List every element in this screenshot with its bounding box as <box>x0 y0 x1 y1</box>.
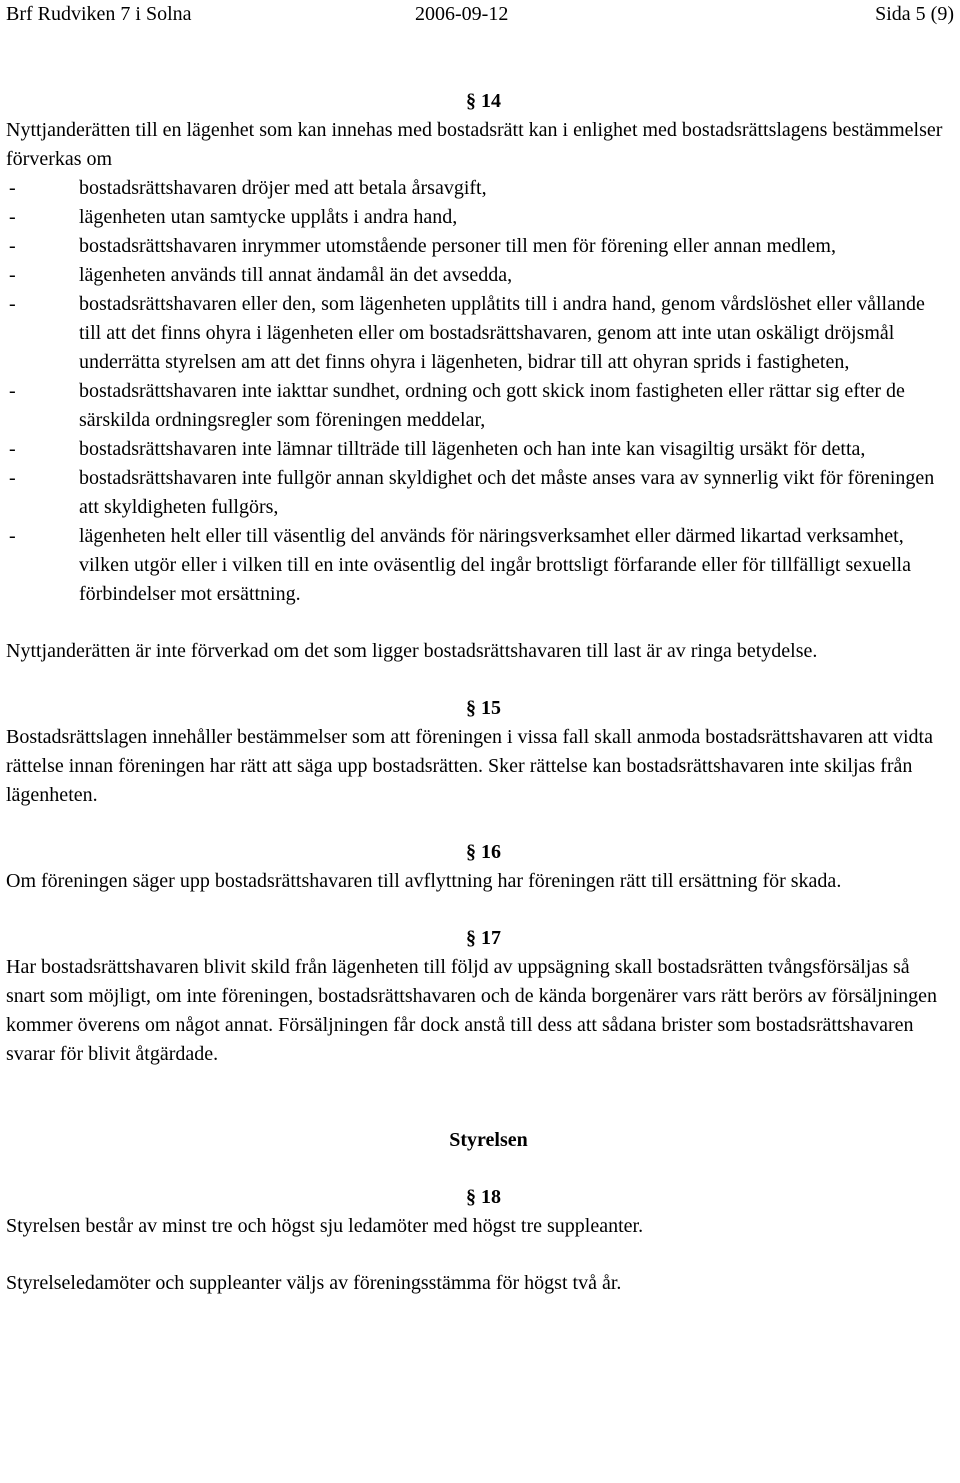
section-17-heading: § 17 <box>466 927 501 949</box>
forfeiture-list <box>6 174 951 609</box>
list-item <box>6 174 951 203</box>
section-18-text-1: Styrelsen består av minst tre och högst sju ledamöter med högst tre suppleanter. <box>6 1215 644 1237</box>
list-item-text: bostadsrättshavaren inrymmer utomstående personer till men för förening eller annan medlem, <box>79 235 836 257</box>
list-item-text: lägenheten utan samtycke upplåts i andra hand, <box>79 206 458 228</box>
list-dash: - <box>9 206 16 228</box>
section-14-heading: § 14 <box>466 90 501 112</box>
section-18-text-2: Styrelseledamöter och suppleanter väljs av föreningsstämma för högst två år. <box>6 1272 622 1294</box>
list-item-text: bostadsrättshavaren inte iakttar sundhet, ordning och gott skick inom fastigheten eller rättar sig efter de särskilda ordningsregler som föreningen meddelar, <box>79 380 905 431</box>
section-17-text: Har bostadsrättshavaren blivit skild från lägenheten till följd av uppsägning skall bostadsrätten tvångsförsäljas så snart som möjligt, om inte föreningen, bostadsrättshavaren och de kända borgenärer vars rätt berörs av försäljningen kommer överens om något annat. Försäljningen får dock anstå till dess att sådana brister som bostadsrättshavaren svarar för blivit åtgärdade. <box>6 956 938 1065</box>
list-item-text: bostadsrättshavaren eller den, som lägenheten upplåtits till i andra hand, genom vårdslöshet eller vållande till att det finns ohyra i lägenheten eller om bostadsrättshavaren, genom att inte utan oskäligt dröjsmål underrätta styrelsen am att det finns ohyra i lägenheten, bidrar till att ohyran sprids i fastigheten, <box>79 293 925 373</box>
list-item-text: lägenheten används till annat ändamål än det avsedda, <box>79 264 513 286</box>
page-header <box>6 0 954 29</box>
list-item <box>6 464 951 522</box>
list-item <box>6 203 951 232</box>
list-dash: - <box>9 235 16 257</box>
section-16-heading: § 16 <box>466 841 501 863</box>
section-18-heading: § 18 <box>466 1186 501 1208</box>
list-item <box>6 290 951 377</box>
list-dash: - <box>9 293 16 315</box>
list-item <box>6 435 951 464</box>
section-16-text: Om föreningen säger upp bostadsrättshavaren till avflyttning har föreningen rätt till ersättning för skada. <box>6 870 842 892</box>
list-item <box>6 377 951 435</box>
list-dash: - <box>9 380 16 402</box>
header-page-number: Sida 5 (9) <box>875 3 954 25</box>
list-item-text: bostadsrättshavaren inte fullgör annan skyldighet och det måste anses vara av synnerlig vikt för föreningen att skyldigheten fullgörs, <box>79 467 935 518</box>
list-dash: - <box>9 467 16 489</box>
list-item <box>6 522 951 609</box>
section-15-heading: § 15 <box>466 697 501 719</box>
section-14-closing: Nyttjanderätten är inte förverkad om det som ligger bostadsrättshavaren till last är av ringa betydelse. <box>6 640 818 662</box>
list-item-text: bostadsrättshavaren dröjer med att betala årsavgift, <box>79 177 487 199</box>
styrelsen-heading: Styrelsen <box>449 1129 528 1151</box>
list-item <box>6 261 951 290</box>
list-item <box>6 232 951 261</box>
list-dash: - <box>9 438 16 460</box>
section-15-text: Bostadsrättslagen innehåller bestämmelser som att föreningen i vissa fall skall anmoda bostadsrättshavaren att vidta rättelse innan föreningen har rätt att säga upp bostadsrätten. Sker rättelse kan bostadsrättshavaren inte skiljas från lägenheten. <box>6 726 933 806</box>
header-title: Brf Rudviken 7 i Solna <box>6 3 192 25</box>
list-dash: - <box>9 525 16 547</box>
section-14-intro: Nyttjanderätten till en lägenhet som kan innehas med bostadsrätt kan i enlighet med bostadsrättslagens bestämmelser förverkas om <box>6 119 943 170</box>
list-item-text: bostadsrättshavaren inte lämnar tillträde till lägenheten och han inte kan visagiltig ursäkt för detta, <box>79 438 866 460</box>
list-item-text: lägenheten helt eller till väsentlig del används för näringsverksamhet eller därmed likartad verksamhet, vilken utgör eller i vilken till en inte oväsentlig del ingår brottsligt förfarande eller för tillfälligt sexuella förbindelser mot ersättning. <box>79 525 911 605</box>
header-date: 2006-09-12 <box>415 3 509 25</box>
document-body <box>6 87 951 1298</box>
list-dash: - <box>9 177 16 199</box>
list-dash: - <box>9 264 16 286</box>
